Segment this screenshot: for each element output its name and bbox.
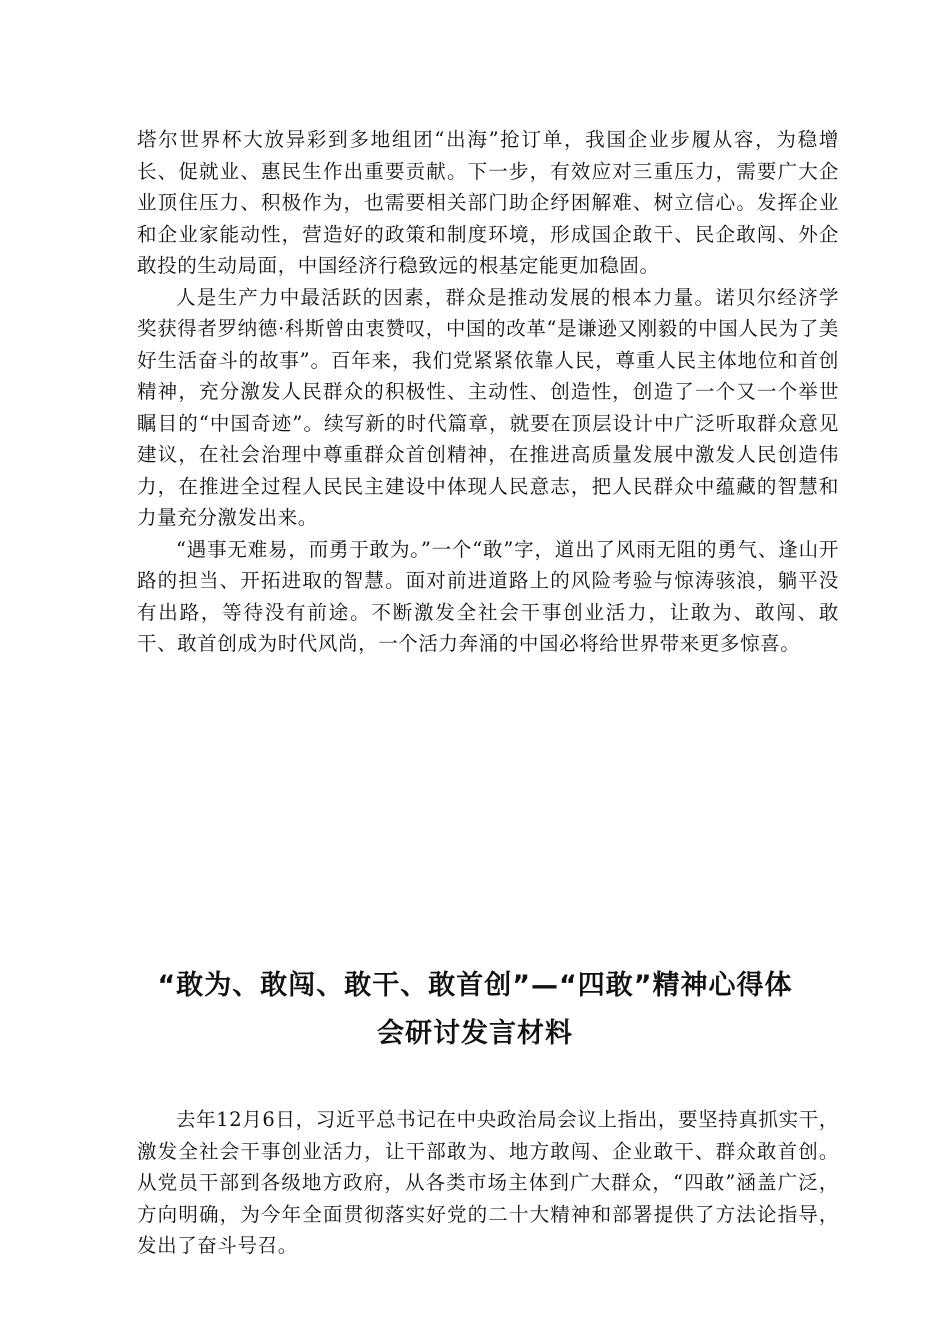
title-line-2: 会研讨发言材料 bbox=[377, 1018, 573, 1049]
paragraph-courage: “遇事无难易，而勇于敢为。”一个“敢”字，道出了风雨无阻的勇气、逢山开路的担当、开拓进取的智慧。面对前进道路上的风险考验与惊涛骇浪，躺平没有出路，等待没有前途。不断激发全社会干事创业活力，让敢为、敢闯、敢干、敢首创成为时代风尚，一个活力奔涌的中国必将给世界带来更多惊喜。 bbox=[137, 537, 839, 655]
paragraph-continued: 塔尔世界杯大放异彩到多地组团“出海”抢订单，我国企业步履从容，为稳增长、促就业、惠民生作出重要贡献。下一步，有效应对三重压力，需要广大企业顶住压力、积极作为，也需要相关部门助企纾困解难、树立信心。发挥企业和企业家能动性，营造好的政策和制度环境，形成国企敢干、民企敢闯、外企敢投的生动局面，中国经济行稳致远的根基定能更加稳固。 bbox=[137, 128, 839, 277]
document-title bbox=[110, 962, 840, 1058]
paragraph-intro: 去年12月6日，习近平总书记在中央政治局会议上指出，要坚持真抓实干，激发全社会干事创业活力，让干部敢为、地方敢闯、企业敢干、群众敢首创。从党员干部到各级地方政府，从各类市场主体到广大群众，“四敢”涵盖广泛，方向明确，为今年全面贯彻落实好党的二十大精神和部署提供了方法论指导，发出了奋斗号召。 bbox=[137, 1108, 839, 1257]
body-text-top bbox=[137, 124, 839, 660]
title-line-1: “敢为、敢闯、敢干、敢首创”—“四敢”精神心得体 bbox=[157, 970, 793, 1001]
body-text-bottom bbox=[137, 1104, 839, 1262]
paragraph-people: 人是生产力中最活跃的因素，群众是推动发展的根本力量。诺贝尔经济学奖获得者罗纳德·科斯曾由衷赞叹，中国的改革“是谦逊又刚毅的中国人民为了美好生活奋斗的故事”。百年来，我们党紧紧依靠人民，尊重人民主体地位和首创精神，充分激发人民群众的积极性、主动性、创造性，创造了一个又一个举世瞩目的“中国奇迹”。续写新的时代篇章，就要在顶层设计中广泛听取群众意见建议，在社会治理中尊重群众首创精神，在推进高质量发展中激发人民创造伟力，在推进全过程人民民主建设中体现人民意志，把人民群众中蕴藏的智慧和力量充分激发出来。 bbox=[137, 285, 839, 529]
